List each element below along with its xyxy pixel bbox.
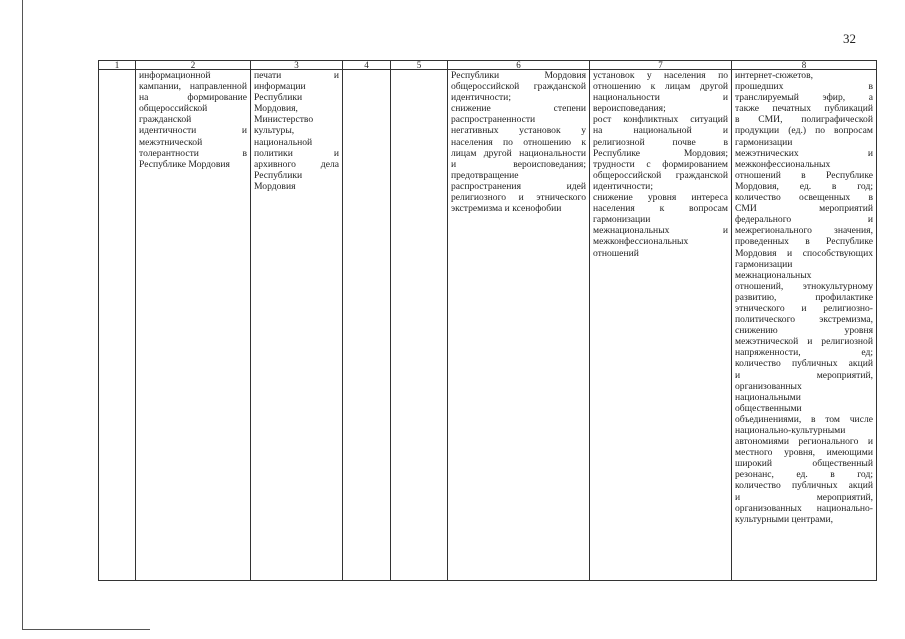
text-line: снижение уровня интереса xyxy=(593,192,728,204)
text-line: Республики Мордовия xyxy=(451,70,586,81)
text-line: в СМИ, полиграфической xyxy=(735,114,873,126)
text-line: национальными xyxy=(735,391,801,403)
text-line: трудности с формированием xyxy=(593,158,728,170)
text-line: национальной xyxy=(254,136,313,148)
text-line: СМИ мероприятий xyxy=(735,203,873,215)
text-line: отношений в Республике xyxy=(735,169,873,181)
text-line: Республике Мордовия xyxy=(139,158,230,170)
text-line: негативных установок у xyxy=(451,125,586,137)
text-line: гармонизации xyxy=(735,258,793,270)
text-line: межэтнических и xyxy=(735,147,873,159)
text-line: вероисповедания; xyxy=(593,103,666,115)
cell-indicators xyxy=(732,70,877,581)
text-line: количество освещенных в xyxy=(735,192,873,204)
text-line: кампании, направленной xyxy=(139,81,247,93)
text-line: межрегионального значения, xyxy=(735,225,873,237)
column-number-2: 2 xyxy=(136,61,251,70)
text-line: общероссийской xyxy=(139,103,208,115)
text-line: религиозной почве в xyxy=(593,136,728,148)
text-line: Республике Мордовия; xyxy=(593,147,728,159)
text-line: местного уровня, имеющими xyxy=(735,447,873,459)
text-line: национально-культурными xyxy=(735,425,846,436)
text-line: гармонизации xyxy=(593,214,651,226)
text-line: напряженности, ед; xyxy=(735,347,873,359)
column-number-row xyxy=(99,61,877,70)
text-line: идентичности; xyxy=(451,92,511,104)
text-line: организованных национально- xyxy=(735,502,873,514)
text-line: Республики xyxy=(254,92,303,104)
text-line: Мордовия и способствующих xyxy=(735,247,873,259)
column-number-6: 6 xyxy=(448,61,590,70)
text-line: проведенных в Республике xyxy=(735,236,873,248)
text-line: объединениями, в том числе xyxy=(735,413,873,425)
text-line: распространенности xyxy=(451,114,536,126)
scan-edge-left xyxy=(22,0,23,630)
text-line: информационной xyxy=(139,70,211,81)
text-line: политики и xyxy=(254,147,339,159)
column-number-1: 1 xyxy=(99,61,136,70)
text-line: отношений, этнокультурному xyxy=(735,280,873,292)
text-line: отношений xyxy=(593,247,639,259)
text-line: культуры, xyxy=(254,125,295,137)
text-line: на формирование xyxy=(139,92,247,104)
text-line: печати и xyxy=(254,70,339,81)
text-line: культурными центрами, xyxy=(735,513,834,525)
text-line: предотвращение xyxy=(451,169,519,181)
text-line: гармонизации xyxy=(735,136,793,148)
text-line: лицам другой национальности xyxy=(451,147,586,159)
cell-event-description xyxy=(136,70,251,581)
text-line: архивного дела xyxy=(254,158,339,170)
text-line: национальности и xyxy=(593,92,728,104)
text-line: широкий общественный xyxy=(735,458,873,470)
text-line: продукции (ед.) по вопросам xyxy=(735,125,873,137)
column-number-8: 8 xyxy=(732,61,877,70)
scan-edge-bottom xyxy=(22,629,150,630)
text-line: населения по отношению к xyxy=(451,136,586,148)
cell-responsible-executors xyxy=(251,70,343,581)
cell-col-4 xyxy=(343,70,391,581)
text-line: организованных xyxy=(735,380,802,392)
text-line: автономиями регионального и xyxy=(735,436,873,448)
column-number-4: 4 xyxy=(343,61,391,70)
text-line: федерального и xyxy=(735,214,873,226)
text-line: межнациональных xyxy=(735,269,812,281)
text-line: распространения идей xyxy=(451,180,586,192)
text-line: межконфессиональных xyxy=(593,236,689,248)
text-line: развитию, профилактике xyxy=(735,291,873,303)
text-line: количество публичных акций xyxy=(735,480,873,492)
text-line: снижению уровня xyxy=(735,325,873,337)
text-line: идентичности и xyxy=(139,125,247,137)
column-number-3: 3 xyxy=(251,61,343,70)
table-row xyxy=(99,70,877,581)
cell-col-5 xyxy=(391,70,448,581)
text-line: рост конфликтных ситуаций xyxy=(593,114,728,126)
text-line: этнического и религиозно- xyxy=(735,302,873,314)
text-line: Мордовия xyxy=(254,180,296,192)
cell-consequences xyxy=(590,70,732,581)
text-line: интернет-сюжетов, xyxy=(735,70,814,81)
text-line: населения к вопросам xyxy=(593,203,728,215)
cell-col-1 xyxy=(99,70,136,581)
text-line: религиозного и этнического xyxy=(451,192,586,204)
cell-expected-results xyxy=(448,70,590,581)
text-line: установок у населения по xyxy=(593,70,728,81)
text-line: Мордовия, xyxy=(254,103,298,115)
column-number-5: 5 xyxy=(391,61,448,70)
text-line: отношению к лицам другой xyxy=(593,81,728,93)
text-line: информации xyxy=(254,81,306,93)
text-line: межнациональных и xyxy=(593,225,728,237)
text-line: общественными xyxy=(735,402,802,414)
text-line: идентичности; xyxy=(593,180,653,192)
page-number: 32 xyxy=(843,31,856,46)
program-table xyxy=(98,60,877,581)
column-number-7: 7 xyxy=(590,61,732,70)
text-line: межэтнической xyxy=(139,136,203,148)
text-line: экстремизма и ксенофобии xyxy=(451,203,562,215)
text-line: политического экстремизма, xyxy=(735,314,873,326)
text-line: транслируемый эфир, а xyxy=(735,92,873,104)
text-line: Республики xyxy=(254,169,303,181)
text-line: Министерство xyxy=(254,114,314,126)
text-line: и мероприятий, xyxy=(735,491,873,503)
text-line: на национальной и xyxy=(593,125,728,137)
text-line: прошедших в xyxy=(735,81,873,93)
text-line: межконфессиональных xyxy=(735,158,831,170)
text-line: снижение степени xyxy=(451,103,586,115)
text-line: общероссийской гражданской xyxy=(593,169,728,181)
text-line: и вероисповедания; xyxy=(451,158,586,170)
text-line: и мероприятий, xyxy=(735,369,873,381)
text-line: общероссийской гражданской xyxy=(451,81,586,93)
text-line: количество публичных акций xyxy=(735,358,873,370)
text-line: толерантности в xyxy=(139,147,247,159)
text-line: межэтнической и религиозной xyxy=(735,336,873,348)
text-line: также печатных публикаций xyxy=(735,103,873,115)
text-line: резонанс, ед. в год; xyxy=(735,469,873,481)
text-line: Мордовия, ед. в год; xyxy=(735,180,873,192)
text-line: гражданской xyxy=(139,114,192,126)
